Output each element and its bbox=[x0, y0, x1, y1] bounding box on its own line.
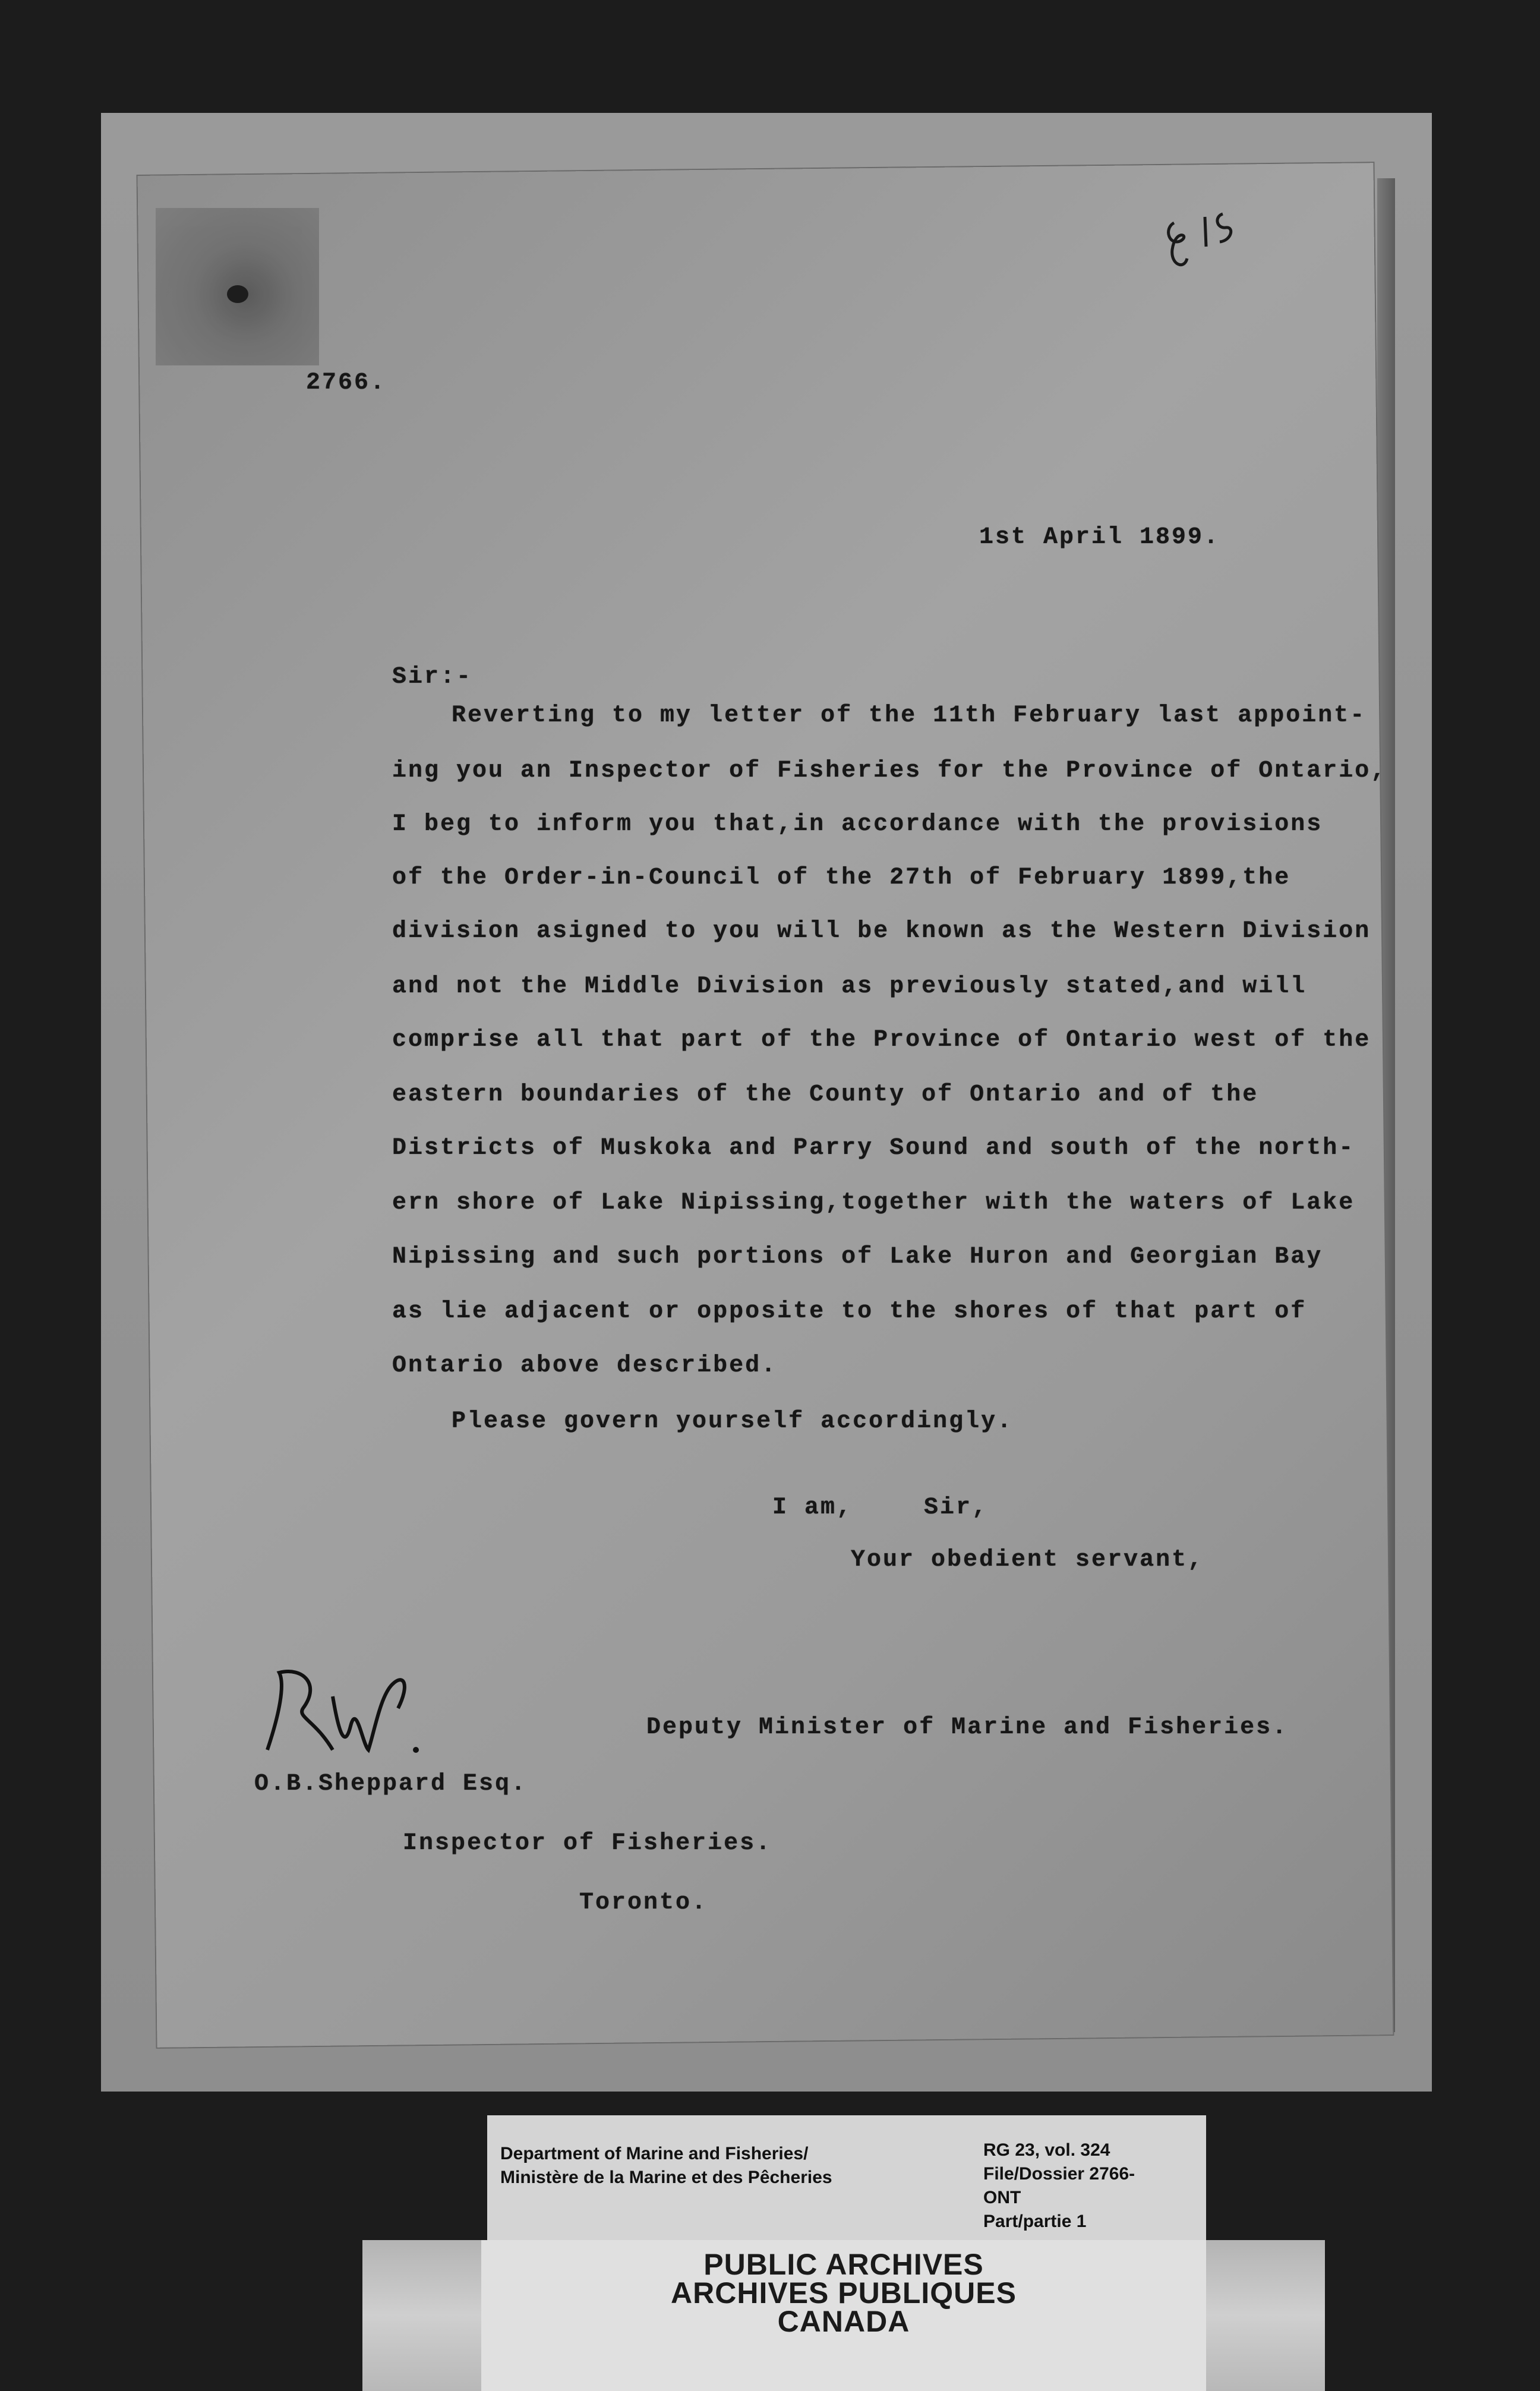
archives-line-fr: ARCHIVES PUBLIQUES bbox=[671, 2276, 1017, 2310]
closing-i-am: I am, bbox=[772, 1494, 853, 1521]
archive-label-card bbox=[487, 2115, 1206, 2246]
closing-servant: Your obedient servant, bbox=[851, 1547, 1204, 1573]
archives-stamp-bar bbox=[362, 2240, 1325, 2391]
recipient-title: Inspector of Fisheries. bbox=[403, 1830, 772, 1857]
tape-patch bbox=[156, 208, 319, 365]
archives-line-country: CANADA bbox=[777, 2305, 910, 2338]
archives-stamp bbox=[481, 2240, 1206, 2391]
body-line: eastern boundaries of the County of Ontario and of the bbox=[392, 1081, 1259, 1108]
handwritten-folio-note bbox=[1157, 205, 1252, 288]
body-line: of the Order-in-Council of the 27th of February 1899,the bbox=[392, 865, 1291, 891]
body-line: Districts of Muskoka and Parry Sound and south of the north- bbox=[392, 1135, 1355, 1162]
recipient-name: O.B.Sheppard Esq. bbox=[254, 1771, 528, 1797]
body-line: Reverting to my letter of the 11th February last appoint- bbox=[452, 702, 1367, 729]
salutation: Sir:- bbox=[392, 664, 473, 690]
file-part: Part/partie 1 bbox=[983, 2212, 1087, 2231]
body-line: comprise all that part of the Province of Ontario west of the bbox=[392, 1027, 1371, 1053]
body-line: and not the Middle Division as previously stated,and will bbox=[392, 973, 1307, 1000]
body-line: Ontario above described. bbox=[392, 1352, 778, 1379]
closing-sir: Sir, bbox=[924, 1494, 989, 1521]
body-line: division asigned to you will be known as the Western Division bbox=[392, 918, 1371, 945]
body-line: as lie adjacent or opposite to the shores of that part of bbox=[392, 1298, 1307, 1325]
body-line: ern shore of Lake Nipissing,together with the waters of Lake bbox=[392, 1190, 1355, 1216]
body-line: ing you an Inspector of Fisheries for the Province of Ontario, bbox=[392, 758, 1387, 784]
closing-instruction: Please govern yourself accordingly. bbox=[452, 1408, 1014, 1435]
file-number: File/Dossier 2766- bbox=[983, 2164, 1135, 2184]
record-group: RG 23, vol. 324 bbox=[983, 2140, 1110, 2160]
body-line: Nipissing and such portions of Lake Huron and Georgian Bay bbox=[392, 1244, 1323, 1270]
handwritten-initials bbox=[255, 1661, 481, 1768]
letter-date: 1st April 1899. bbox=[979, 524, 1220, 551]
signatory-title: Deputy Minister of Marine and Fisheries. bbox=[646, 1714, 1289, 1741]
body-line: I beg to inform you that,in accordance with the provisions bbox=[392, 811, 1323, 838]
archives-line-en: PUBLIC ARCHIVES bbox=[703, 2248, 984, 2281]
recipient-city: Toronto. bbox=[579, 1890, 708, 1916]
file-suffix: ONT bbox=[983, 2188, 1021, 2207]
reference-number: 2766. bbox=[306, 370, 387, 396]
department-french: Ministère de la Marine et des Pêcheries bbox=[500, 2168, 832, 2187]
department-english: Department of Marine and Fisheries/ bbox=[500, 2144, 809, 2163]
